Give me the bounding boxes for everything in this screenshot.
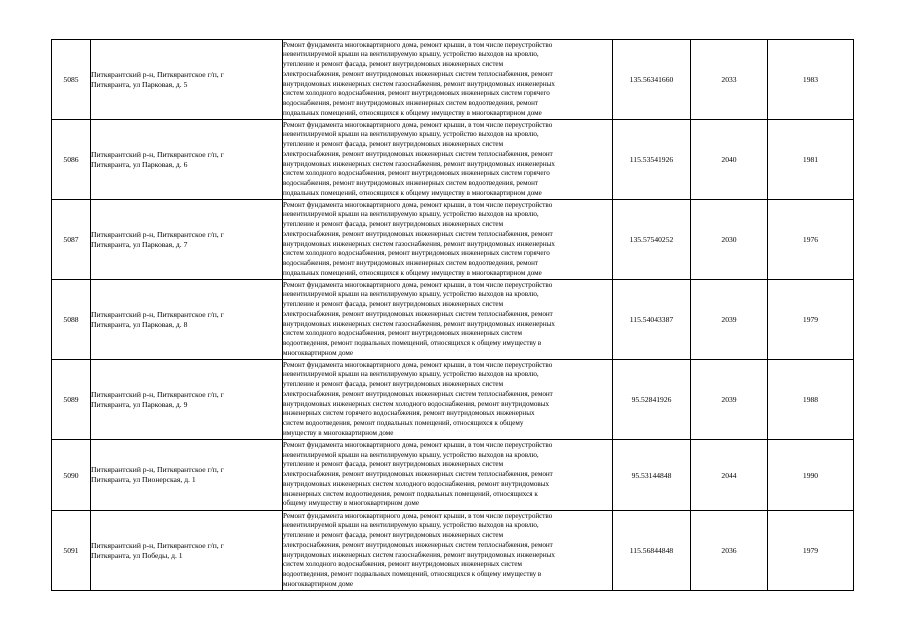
- address-line: Питкярантский р-н, Питкярантское г/п, г: [91, 465, 224, 474]
- row-number-cell: 5086: [52, 120, 91, 200]
- works-line: водоотведения, ремонт подвальных помещений, относящихся к общему имуществу в: [283, 569, 542, 578]
- address-cell: [91, 40, 283, 120]
- works-line: Ремонт фундамента многоквартирного дома, ремонт крыши, в том числе переустройство: [283, 441, 553, 450]
- works-line: систем холодного водоснабжения, ремонт внутридомовых инженерных систем: [283, 560, 522, 569]
- works-line: невентилируемой крыши на вентилируемую крышу, устройство выходов на кровлю,: [283, 521, 539, 530]
- row-number-cell: 5087: [52, 200, 91, 280]
- repair-year-cell: 2036: [691, 511, 768, 591]
- works-cell: [283, 360, 613, 440]
- works-line: имуществу в многоквартирном доме: [283, 428, 394, 437]
- address-line: Питкярантский р-н, Питкярантское г/п, г: [91, 540, 224, 550]
- works-line: внутридомовых инженерных систем газоснабжения, ремонт внутридомовых инженерных: [283, 550, 555, 559]
- address-line: Питкярантский р-н, Питкярантское г/п, г: [91, 389, 224, 399]
- works-cell: [283, 40, 613, 120]
- works-line: подвальных помещений, относящихся к общему имуществу в многоквартирном доме: [283, 188, 542, 197]
- works-line: внутридомовых инженерных систем газоснабжения, ремонт внутридомовых инженерных: [283, 319, 555, 328]
- address-cell: [91, 360, 283, 440]
- row-number-cell: 5089: [52, 360, 91, 440]
- works-line: инженерных систем водоотведения, ремонт подвальных помещений, относящихся к: [283, 489, 538, 498]
- table-body: [52, 40, 854, 591]
- repair-year-cell: 2033: [691, 40, 768, 120]
- table-row: [52, 360, 854, 440]
- works-line: электроснабжения, ремонт внутридомовых инженерных систем теплоснабжения, ремонт: [283, 149, 553, 158]
- row-number-cell: 5091: [52, 511, 91, 591]
- address-line: Питкяранта, ул Парковая, д. 6: [91, 159, 188, 169]
- table-row: [52, 200, 854, 280]
- works-line: невентилируемой крыши на вентилируемую крышу, устройство выходов на кровлю,: [283, 450, 539, 459]
- works-cell: [283, 120, 613, 200]
- build-year-cell: 1988: [768, 360, 854, 440]
- works-line: электроснабжения, ремонт внутридомовых инженерных систем теплоснабжения, ремонт: [283, 69, 553, 78]
- works-line: водоснабжения, ремонт внутридомовых инженерных систем водоотведения, ремонт: [283, 98, 539, 107]
- address-line: Питкяранта, ул Победы, д. 1: [91, 550, 183, 560]
- works-line: Ремонт фундамента многоквартирного дома, ремонт крыши, в том числе переустройство: [283, 120, 553, 129]
- table-row: [52, 280, 854, 360]
- works-line: Ремонт фундамента многоквартирного дома, ремонт крыши, в том числе переустройство: [283, 511, 553, 520]
- address-cell: [91, 200, 283, 280]
- works-line: систем холодного водоснабжения, ремонт внутридомовых инженерных систем горячего: [283, 89, 550, 98]
- works-line: систем холодного водоснабжения, ремонт внутридомовых инженерных систем горячего: [283, 249, 550, 258]
- row-number-cell: 5088: [52, 280, 91, 360]
- area-cell: 95.52841926: [613, 360, 691, 440]
- address-line: Питкяранта, ул Пионерская, д. 1: [91, 475, 196, 484]
- works-line: утепление и ремонт фасада, ремонт внутридомовых инженерных систем: [283, 140, 504, 149]
- table-row: [52, 440, 854, 511]
- row-number-cell: 5085: [52, 40, 91, 120]
- works-line: электроснабжения, ремонт внутридомовых инженерных систем теплоснабжения, ремонт: [283, 470, 553, 479]
- repair-year-cell: 2039: [691, 280, 768, 360]
- works-line: внутридомовых инженерных систем газоснабжения, ремонт внутридомовых инженерных: [283, 79, 555, 88]
- address-line: Питкяранта, ул Парковая, д. 7: [91, 239, 188, 249]
- works-line: электроснабжения, ремонт внутридомовых инженерных систем теплоснабжения, ремонт: [283, 309, 553, 318]
- address-line: Питкярантский р-н, Питкярантское г/п, г: [91, 229, 224, 239]
- table-row: [52, 120, 854, 200]
- build-year-cell: 1990: [768, 440, 854, 511]
- works-line: водоснабжения, ремонт внутридомовых инженерных систем водоотведения, ремонт: [283, 178, 539, 187]
- works-line: утепление и ремонт фасада, ремонт внутридомовых инженерных систем: [283, 300, 504, 309]
- build-year-cell: 1979: [768, 280, 854, 360]
- works-line: утепление и ремонт фасада, ремонт внутридомовых инженерных систем: [283, 220, 504, 229]
- build-year-cell: 1979: [768, 511, 854, 591]
- works-line: водоотведения, ремонт подвальных помещений, относящихся к общему имуществу в: [283, 338, 542, 347]
- works-line: Ремонт фундамента многоквартирного дома, ремонт крыши, в том числе переустройство: [283, 280, 553, 289]
- area-cell: 95.53144848: [613, 440, 691, 511]
- works-line: электроснабжения, ремонт внутридомовых инженерных систем теплоснабжения, ремонт: [283, 389, 553, 398]
- works-line: Ремонт фундамента многоквартирного дома, ремонт крыши, в том числе переустройство: [283, 40, 553, 49]
- works-line: многоквартирном доме: [283, 579, 353, 588]
- works-line: утепление и ремонт фасада, ремонт внутридомовых инженерных систем: [283, 380, 504, 389]
- works-line: невентилируемой крыши на вентилируемую крышу, устройство выходов на кровлю,: [283, 50, 539, 59]
- works-line: водоснабжения, ремонт внутридомовых инженерных систем водоотведения, ремонт: [283, 258, 539, 267]
- address-line: Питкярантский р-н, Питкярантское г/п, г: [91, 149, 224, 159]
- registry-table: [51, 39, 854, 591]
- works-cell: [283, 280, 613, 360]
- works-line: электроснабжения, ремонт внутридомовых инженерных систем теплоснабжения, ремонт: [283, 540, 553, 549]
- works-cell: [283, 200, 613, 280]
- works-line: Ремонт фундамента многоквартирного дома, ремонт крыши, в том числе переустройство: [283, 360, 553, 369]
- works-line: систем холодного водоснабжения, ремонт внутридомовых инженерных систем: [283, 329, 522, 338]
- works-line: общему имуществу в многоквартирном доме: [283, 499, 419, 508]
- address-line: Питкяранта, ул Парковая, д. 8: [91, 319, 188, 329]
- works-line: утепление и ремонт фасада, ремонт внутридомовых инженерных систем: [283, 460, 504, 469]
- works-line: электроснабжения, ремонт внутридомовых инженерных систем теплоснабжения, ремонт: [283, 229, 553, 238]
- address-cell: [91, 280, 283, 360]
- area-cell: 135.56341660: [613, 40, 691, 120]
- area-cell: 115.53541926: [613, 120, 691, 200]
- works-line: подвальных помещений, относящихся к общему имуществу в многоквартирном доме: [283, 108, 542, 117]
- works-cell: [283, 511, 613, 591]
- works-line: инженерных систем горячего водоснабжения, ремонт внутридомовых инженерных: [283, 409, 535, 418]
- repair-year-cell: 2030: [691, 200, 768, 280]
- build-year-cell: 1983: [768, 40, 854, 120]
- area-cell: 115.54043387: [613, 280, 691, 360]
- works-line: невентилируемой крыши на вентилируемую крышу, устройство выходов на кровлю,: [283, 210, 539, 219]
- address-cell: [91, 511, 283, 591]
- area-cell: 115.56844848: [613, 511, 691, 591]
- build-year-cell: 1981: [768, 120, 854, 200]
- table-row: [52, 40, 854, 120]
- works-line: невентилируемой крыши на вентилируемую крышу, устройство выходов на кровлю,: [283, 130, 539, 139]
- works-line: многоквартирном доме: [283, 348, 353, 357]
- address-line: Питкярантский р-н, Питкярантское г/п, г: [91, 309, 224, 319]
- address-line: Питкяранта, ул Парковая, д. 9: [91, 399, 188, 409]
- works-line: внутридомовых инженерных систем газоснабжения, ремонт внутридомовых инженерных: [283, 239, 555, 248]
- repair-year-cell: 2039: [691, 360, 768, 440]
- works-line: утепление и ремонт фасада, ремонт внутридомовых инженерных систем: [283, 531, 504, 540]
- works-line: внутридомовых инженерных систем холодного водоснабжения, ремонт внутридомовых: [283, 399, 550, 408]
- address-cell: [91, 120, 283, 200]
- works-line: невентилируемой крыши на вентилируемую крышу, устройство выходов на кровлю,: [283, 290, 539, 299]
- works-line: внутридомовых инженерных систем газоснабжения, ремонт внутридомовых инженерных: [283, 159, 555, 168]
- table-row: [52, 511, 854, 591]
- address-line: Питкяранта, ул Парковая, д. 5: [91, 79, 188, 89]
- works-line: невентилируемой крыши на вентилируемую крышу, устройство выходов на кровлю,: [283, 370, 539, 379]
- works-line: внутридомовых инженерных систем холодного водоснабжения, ремонт внутридомовых: [283, 479, 550, 488]
- works-line: утепление и ремонт фасада, ремонт внутридомовых инженерных систем: [283, 60, 504, 69]
- works-line: Ремонт фундамента многоквартирного дома, ремонт крыши, в том числе переустройство: [283, 200, 553, 209]
- works-line: систем водоотведения, ремонт подвальных помещений, относящихся к общему: [283, 418, 524, 427]
- works-cell: [283, 440, 613, 511]
- repair-year-cell: 2040: [691, 120, 768, 200]
- works-line: подвальных помещений, относящихся к общему имуществу в многоквартирном доме: [283, 268, 542, 277]
- area-cell: 135.57540252: [613, 200, 691, 280]
- address-line: Питкярантский р-н, Питкярантское г/п, г: [91, 69, 224, 79]
- build-year-cell: 1976: [768, 200, 854, 280]
- repair-year-cell: 2044: [691, 440, 768, 511]
- row-number-cell: 5090: [52, 440, 91, 511]
- works-line: систем холодного водоснабжения, ремонт внутридомовых инженерных систем горячего: [283, 169, 550, 178]
- address-cell: [91, 440, 283, 511]
